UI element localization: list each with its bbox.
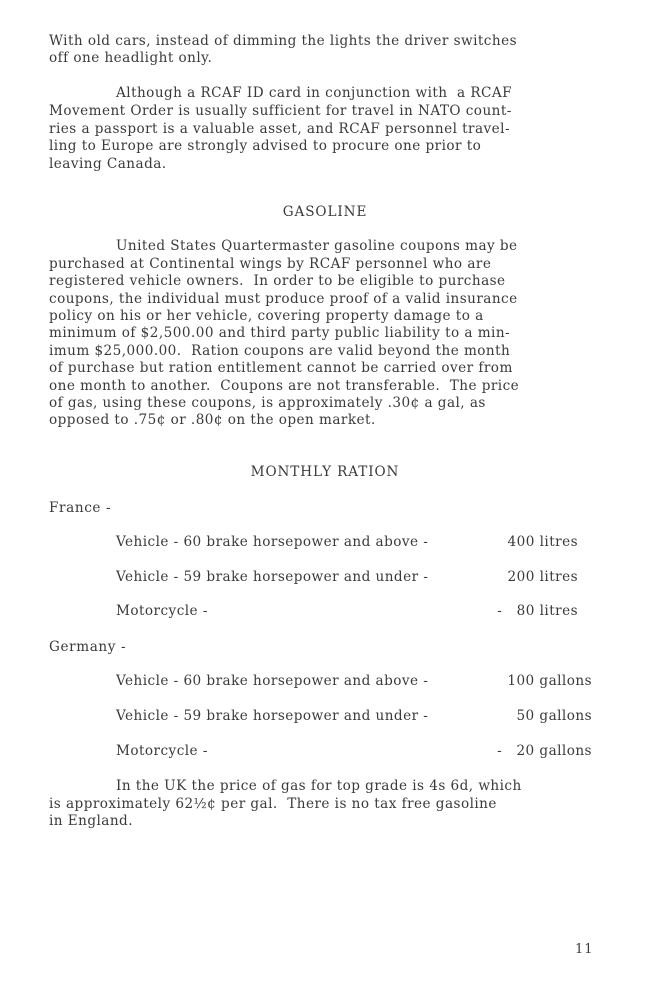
ration-row <box>116 602 592 620</box>
intro-para2-line: leaving Canada. <box>49 156 167 172</box>
intro-para2-line: ries a passport is a valuable asset, and RCAF personnel travel- <box>49 121 511 137</box>
country-label-germany: Germany - <box>49 639 127 655</box>
gasoline-para-line: registered vehicle owners. In order to be eligible to purchase <box>49 273 506 289</box>
gasoline-heading: GASOLINE <box>282 204 368 220</box>
ration-amount: 200 litres <box>507 569 578 585</box>
ration-row <box>116 707 592 725</box>
ration-row <box>116 533 592 551</box>
page-number: 11 <box>575 942 594 957</box>
uk-para-line: is approximately 62½¢ per gal. There is no tax free gasoline <box>49 796 497 812</box>
gasoline-para-line: United States Quartermaster gasoline coupons may be <box>116 238 518 254</box>
gasoline-para-line: minimum of $2,500.00 and third party public liability to a min- <box>49 325 511 341</box>
ration-row <box>116 742 592 760</box>
ration-description: Motorcycle - <box>116 603 208 619</box>
ration-amount: 50 gallons <box>511 708 592 724</box>
ration-description: Vehicle - 59 brake horsepower and under - <box>116 708 429 724</box>
gasoline-para-line: policy on his or her vehicle, covering property damage to a <box>49 308 484 324</box>
ration-amount: 100 gallons <box>507 673 592 689</box>
intro-para2-line: ling to Europe are strongly advised to procure one prior to <box>49 138 482 154</box>
gasoline-para-line: of gas, using these coupons, is approximately .30¢ a gal, as <box>49 395 486 411</box>
gasoline-para-line: one month to another. Coupons are not transferable. The price <box>49 378 520 394</box>
ration-amount: - 80 litres <box>497 603 578 619</box>
gasoline-para-line: of purchase but ration entitlement cannot be carried over from <box>49 360 513 376</box>
intro-para1-line: With old cars, instead of dimming the lights the driver switches <box>49 33 517 49</box>
ration-description: Vehicle - 60 brake horsepower and above - <box>116 673 429 689</box>
uk-para-line: in England. <box>49 813 133 829</box>
ration-amount: - 20 gallons <box>497 743 592 759</box>
ration-description: Vehicle - 59 brake horsepower and under - <box>116 569 429 585</box>
intro-para2-line: Movement Order is usually sufficient for travel in NATO count- <box>49 103 512 119</box>
uk-para-line: In the UK the price of gas for top grade is 4s 6d, which <box>116 778 522 794</box>
ration-description: Motorcycle - <box>116 743 208 759</box>
ration-row <box>116 672 592 690</box>
gasoline-para-line: imum $25,000.00. Ration coupons are valid beyond the month <box>49 343 511 359</box>
gasoline-para-line: purchased at Continental wings by RCAF personnel who are <box>49 256 492 272</box>
ration-row <box>116 568 592 586</box>
ration-amount: 400 litres <box>507 534 578 550</box>
ration-description: Vehicle - 60 brake horsepower and above - <box>116 534 429 550</box>
intro-para2-line: Although a RCAF ID card in conjunction with a RCAF <box>116 85 513 101</box>
gasoline-para-line: opposed to .75¢ or .80¢ on the open market. <box>49 412 376 428</box>
country-label-france: France - <box>49 500 112 516</box>
gasoline-para-line: coupons, the individual must produce proof of a valid insurance <box>49 291 518 307</box>
intro-para1-line: off one headlight only. <box>49 50 213 66</box>
monthly-ration-heading: MONTHLY RATION <box>250 464 400 480</box>
